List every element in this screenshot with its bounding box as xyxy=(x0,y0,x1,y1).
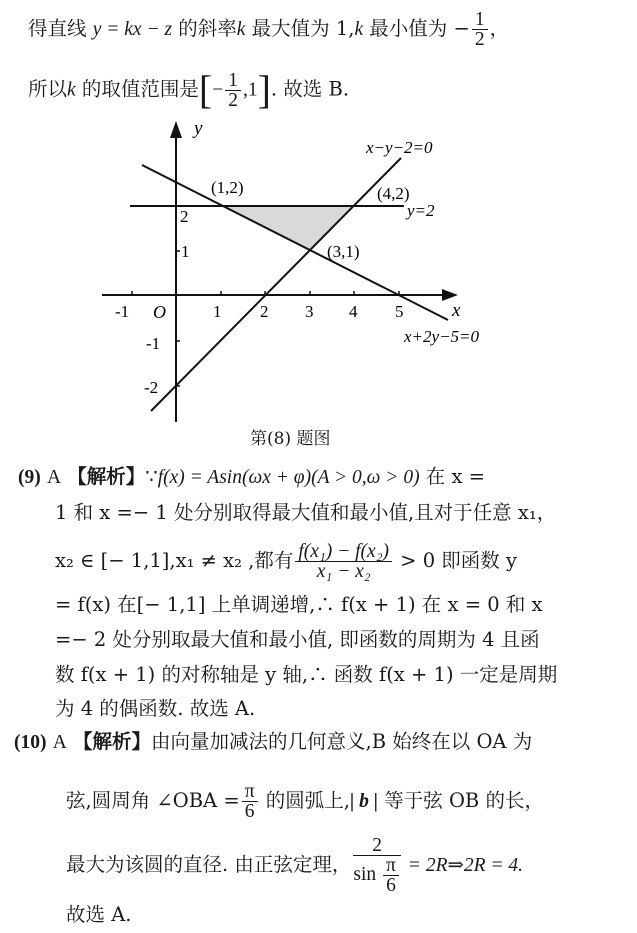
text: 弦,圆周角 ∠OBA = xyxy=(66,789,240,812)
text: > 0 即函数 y xyxy=(393,549,518,572)
point-label: (4,2) xyxy=(377,184,410,203)
var-k: k xyxy=(236,19,246,40)
analysis-tag: 【解析】 xyxy=(73,730,152,753)
q9-line-4: = f(x) 在[− 1,1] 上单调递增,∴ f(x + 1) 在 x = 0 和 x xyxy=(55,593,543,616)
line-label: x+2y−5=0 xyxy=(404,327,480,346)
numerator: π xyxy=(383,856,399,876)
question-number: (10) xyxy=(14,732,47,753)
fraction-pi-over-6 xyxy=(383,856,399,895)
numerator: f(x₁) − f(x₂) xyxy=(295,542,392,562)
equation: y = kx − z xyxy=(92,19,173,40)
var-k: k xyxy=(354,19,364,40)
x-tick-label: 2 xyxy=(260,302,269,321)
origin-label: O xyxy=(153,302,166,322)
y-tick-label: 1 xyxy=(181,242,190,261)
text: 最大为该圆的直径. 由正弦定理， xyxy=(66,853,352,876)
q9-line-5: =− 2 处分别取最大值和最小值, 即函数的周期为 4 且函 xyxy=(55,628,540,651)
q9-line-6: 数 f(x + 1) 的对称轴是 y 轴,∴ 函数 f(x + 1) 一定是周期 xyxy=(55,663,558,686)
equation: f(x) = Asin(ωx + φ)(A > 0,ω > 0) xyxy=(157,467,420,488)
text: 的斜率 xyxy=(172,17,237,40)
text: 最小值为 − xyxy=(363,17,470,40)
q10-line-2 xyxy=(66,782,544,821)
x-tick-label: 3 xyxy=(305,302,314,321)
fraction-sine-law xyxy=(353,836,401,895)
text: ,1 xyxy=(242,79,258,101)
y-tick-label: -1 xyxy=(146,334,161,353)
numerator: 1 xyxy=(225,71,241,91)
denominator: 2 xyxy=(474,29,485,50)
sin-text: sin xyxy=(353,863,382,885)
q10-line-1 xyxy=(14,730,532,755)
because-symbol: ∵ xyxy=(145,465,158,488)
text: 等于弦 OB 的长， xyxy=(378,789,544,812)
y-axis-label: y xyxy=(194,118,203,139)
line-label: x−y−2=0 xyxy=(366,138,433,157)
line-x-minus-y-minus-2 xyxy=(151,158,401,411)
y-axis-arrow-icon xyxy=(170,121,182,138)
question-number: (9) xyxy=(18,467,41,488)
q9-line-3 xyxy=(55,542,517,581)
text: 得直线 xyxy=(28,17,93,40)
denominator: 2 xyxy=(228,89,238,111)
minus: − xyxy=(212,79,224,101)
x-tick-label: 1 xyxy=(213,302,222,321)
y-tick-label: -2 xyxy=(144,378,159,397)
text: 在 x = xyxy=(419,465,486,488)
q9-line-2: 1 和 x =− 1 处分别取得最大值和最小值,且对于任意 x₁， xyxy=(55,501,557,524)
analysis-tag: 【解析】 xyxy=(67,465,146,488)
text: 的圆弧上, xyxy=(259,789,350,812)
denominator: 6 xyxy=(386,875,396,896)
q10-line-4: 故选 A. xyxy=(66,903,132,926)
x-axis-label: x xyxy=(452,300,461,321)
text: 的取值范围是 xyxy=(75,77,199,101)
equation: = 2R⇒2R = 4. xyxy=(402,855,524,876)
numerator: π xyxy=(242,782,258,802)
q9-line-7: 为 4 的偶函数. 故选 A. xyxy=(55,697,256,720)
left-bracket: [ xyxy=(198,67,213,112)
text: . 故选 B. xyxy=(270,77,350,101)
x-tick-label: 5 xyxy=(395,302,404,321)
fraction-difference-quotient xyxy=(295,542,392,581)
denominator: x₁ − x₂ xyxy=(316,561,371,582)
numerator: 2 xyxy=(353,836,401,856)
point-label: (1,2) xyxy=(211,178,244,197)
answer-letter: A xyxy=(46,467,62,488)
text: ， xyxy=(489,17,510,40)
y-tick-label: 2 xyxy=(180,207,189,226)
vector-magnitude: | b | xyxy=(349,791,379,812)
q10-line-3 xyxy=(66,836,523,895)
right-bracket: ] xyxy=(257,67,271,112)
var-k: k xyxy=(67,79,76,101)
text: 所以 xyxy=(28,77,68,101)
point-label: (3,1) xyxy=(327,242,360,261)
q9-line-1 xyxy=(18,465,485,490)
text: x₂ ∈ [− 1,1],x₁ ≠ x₂ ,都有 xyxy=(55,549,294,572)
denominator xyxy=(353,856,401,895)
linear-programming-figure xyxy=(0,0,637,440)
fraction-pi-over-6 xyxy=(242,782,258,821)
x-tick-label: 4 xyxy=(349,302,358,321)
answer-letter: A xyxy=(52,732,67,753)
text: 最大值为 1, xyxy=(245,17,355,40)
denominator: 6 xyxy=(244,801,255,822)
numerator: 1 xyxy=(472,10,488,30)
line-label: y=2 xyxy=(407,201,435,220)
text: 由向量加减法的几何意义,B 始终在以 OA 为 xyxy=(151,730,533,753)
x-tick-label: -1 xyxy=(115,302,130,321)
figure-caption: 第(8) 题图 xyxy=(250,429,331,449)
